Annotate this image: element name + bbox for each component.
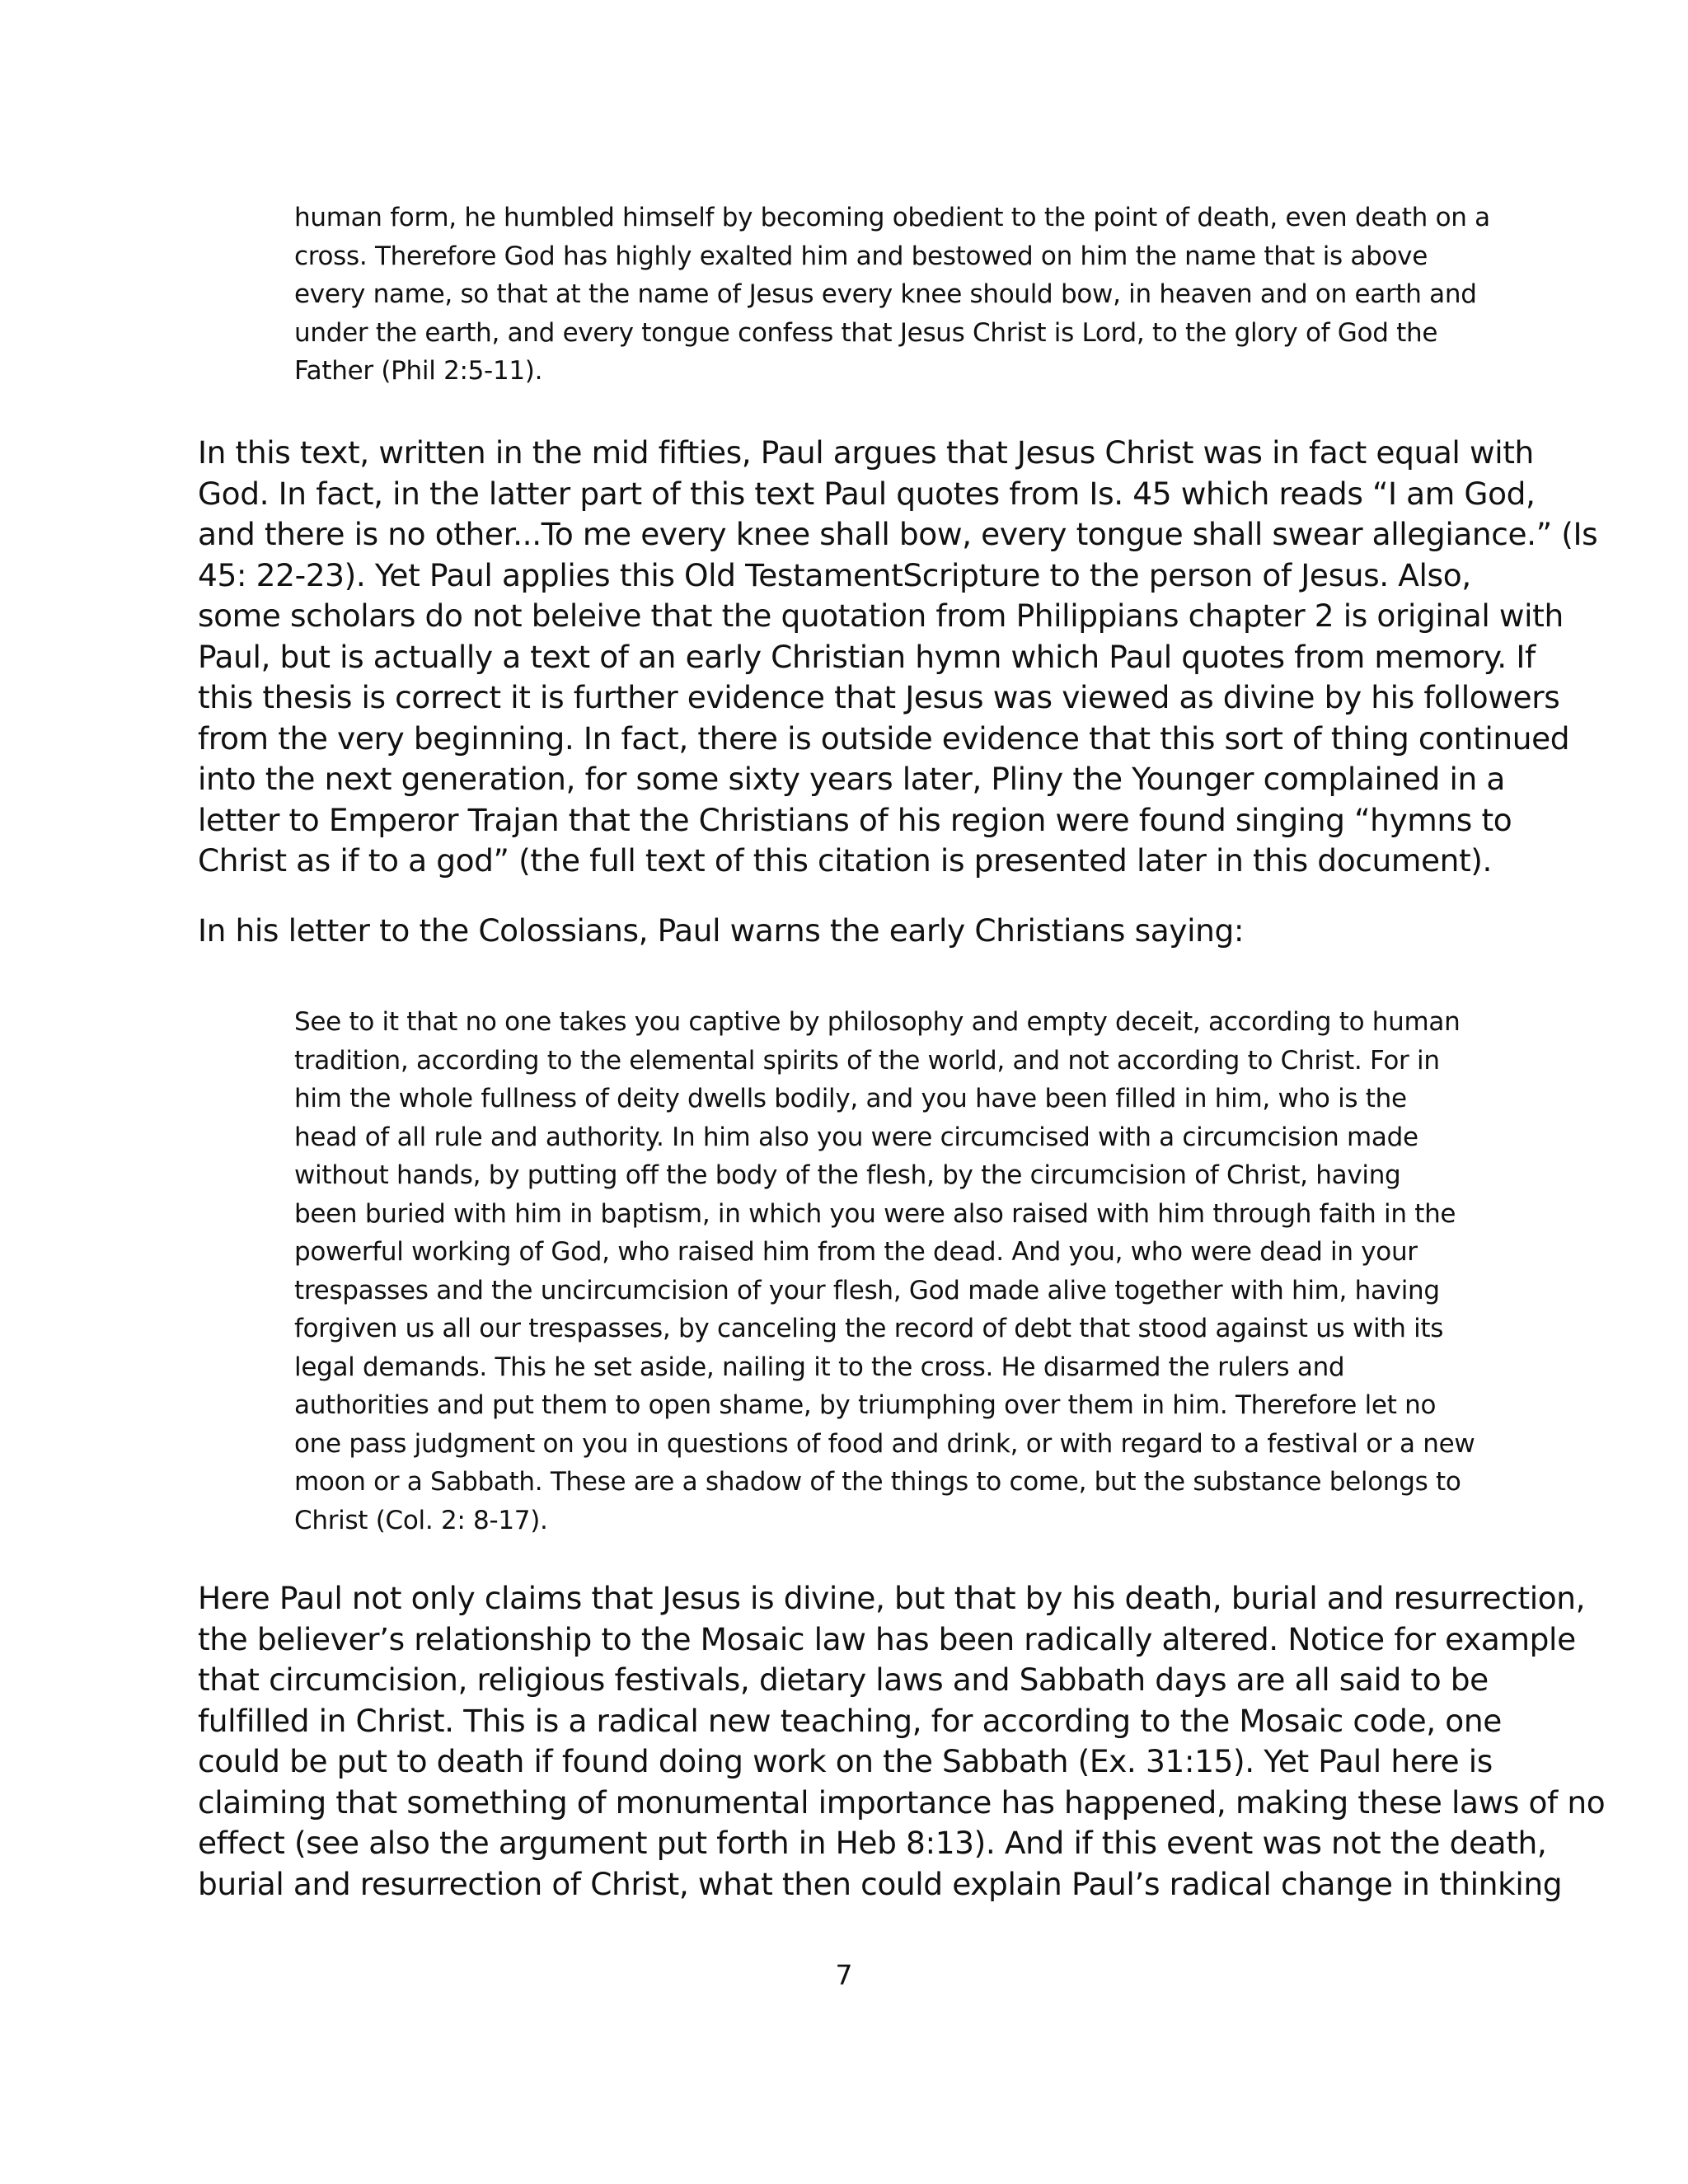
quote-line: Father (Phil 2:5-11). xyxy=(294,356,543,386)
paragraph-line: could be put to death if found doing work on the Sabbath (Ex. 31:15). Yet Paul here is xyxy=(198,1743,1493,1779)
paragraph-line: effect (see also the argument put forth in Heb 8:13). And if this event was not the death, xyxy=(198,1825,1547,1861)
paragraph-line: fulfilled in Christ. This is a radical new teaching, for according to the Mosaic code, one xyxy=(198,1702,1502,1739)
paragraph-line: that circumcision, religious festivals, dietary laws and Sabbath days are all said to be xyxy=(198,1661,1489,1698)
quote-line: without hands, by putting off the body of the flesh, by the circumcision of Christ, having xyxy=(294,1160,1401,1190)
paragraph-philippians-commentary xyxy=(198,433,1598,882)
block-quote-colossians xyxy=(294,1003,1489,1540)
paragraph-line: 45: 22-23). Yet Paul applies this Old TestamentScripture to the person of Jesus. Also, xyxy=(198,556,1471,593)
paragraph-line: letter to Emperor Trajan that the Christians of his region were found singing “hymns to xyxy=(198,801,1512,838)
paragraph-line: Here Paul not only claims that Jesus is divine, but that by his death, burial and resurrection, xyxy=(198,1580,1586,1616)
quote-line: powerful working of God, who raised him from the dead. And you, who were dead in your xyxy=(294,1237,1418,1267)
quote-line: human form, he humbled himself by becoming obedient to the point of death, even death on a xyxy=(294,203,1490,232)
paragraph-line: from the very beginning. In fact, there is outside evidence that this sort of thing continued xyxy=(198,719,1570,757)
paragraph-line: Christ as if to a god” (the full text of this citation is presented later in this document). xyxy=(198,842,1493,879)
quote-line: Christ (Col. 2: 8-17). xyxy=(294,1505,548,1535)
quote-line: one pass judgment on you in questions of food and drink, or with regard to a festival or a new xyxy=(294,1428,1475,1459)
paragraph-line: this thesis is correct it is further evidence that Jesus was viewed as divine by his followers xyxy=(198,679,1560,715)
quote-line: head of all rule and authority. In him also you were circumcised with a circumcision made xyxy=(294,1122,1418,1152)
paragraph-line: Paul, but is actually a text of an early Christian hymn which Paul quotes from memory. If xyxy=(198,638,1536,675)
paragraph-mosaic-law xyxy=(198,1578,1606,1905)
quote-line: tradition, according to the elemental spirits of the world, and not according to Christ. For in xyxy=(294,1045,1440,1076)
page-number: 7 xyxy=(835,1959,853,1991)
quote-line: legal demands. This he set aside, nailing it to the cross. He disarmed the rulers and xyxy=(294,1352,1345,1382)
quote-line: been buried with him in baptism, in which you were also raised with him through faith in the xyxy=(294,1198,1456,1229)
block-quote-philippians xyxy=(294,199,1489,391)
paragraph-colossians-intro xyxy=(198,911,1490,952)
quote-line: under the earth, and every tongue confess that Jesus Christ is Lord, to the glory of God the xyxy=(294,317,1438,348)
quote-line: every name, so that at the name of Jesus every knee should bow, in heaven and on earth and xyxy=(294,279,1477,309)
quote-line: See to it that no one takes you captive by philosophy and empty deceit, according to human xyxy=(294,1007,1461,1037)
paragraph-line: claiming that something of monumental importance has happened, making these laws of no xyxy=(198,1783,1606,1821)
paragraph-line: burial and resurrection of Christ, what then could explain Paul’s radical change in thinking xyxy=(198,1865,1563,1902)
quote-line: cross. Therefore God has highly exalted him and bestowed on him the name that is above xyxy=(294,241,1428,271)
paragraph-line: In this text, written in the mid fifties, Paul argues that Jesus Christ was in fact equal with xyxy=(198,434,1534,471)
quote-line: him the whole fullness of deity dwells bodily, and you have been filled in him, who is the xyxy=(294,1084,1407,1113)
quote-line: forgiven us all our trespasses, by canceling the record of debt that stood against us with its xyxy=(294,1314,1444,1343)
paragraph-line: and there is no other...To me every knee shall bow, every tongue shall swear allegiance.” (Is xyxy=(198,516,1598,552)
quote-line: authorities and put them to open shame, by triumphing over them in him. Therefore let no xyxy=(294,1390,1437,1420)
quote-line: moon or a Sabbath. These are a shadow of the things to come, but the substance belongs to xyxy=(294,1467,1461,1497)
quote-line: trespasses and the uncircumcision of your flesh, God made alive together with him, having xyxy=(294,1275,1440,1305)
paragraph-line: into the next generation, for some sixty years later, Pliny the Younger complained in a xyxy=(198,761,1505,797)
paragraph-line: the believer’s relationship to the Mosaic law has been radically altered. Notice for example xyxy=(198,1620,1576,1657)
paragraph-line: some scholars do not beleive that the quotation from Philippians chapter 2 is original with xyxy=(198,598,1564,634)
paragraph-line: God. In fact, in the latter part of this text Paul quotes from Is. 45 which reads “I am God, xyxy=(198,475,1536,512)
paragraph-line: In his letter to the Colossians, Paul warns the early Christians saying: xyxy=(198,912,1245,949)
